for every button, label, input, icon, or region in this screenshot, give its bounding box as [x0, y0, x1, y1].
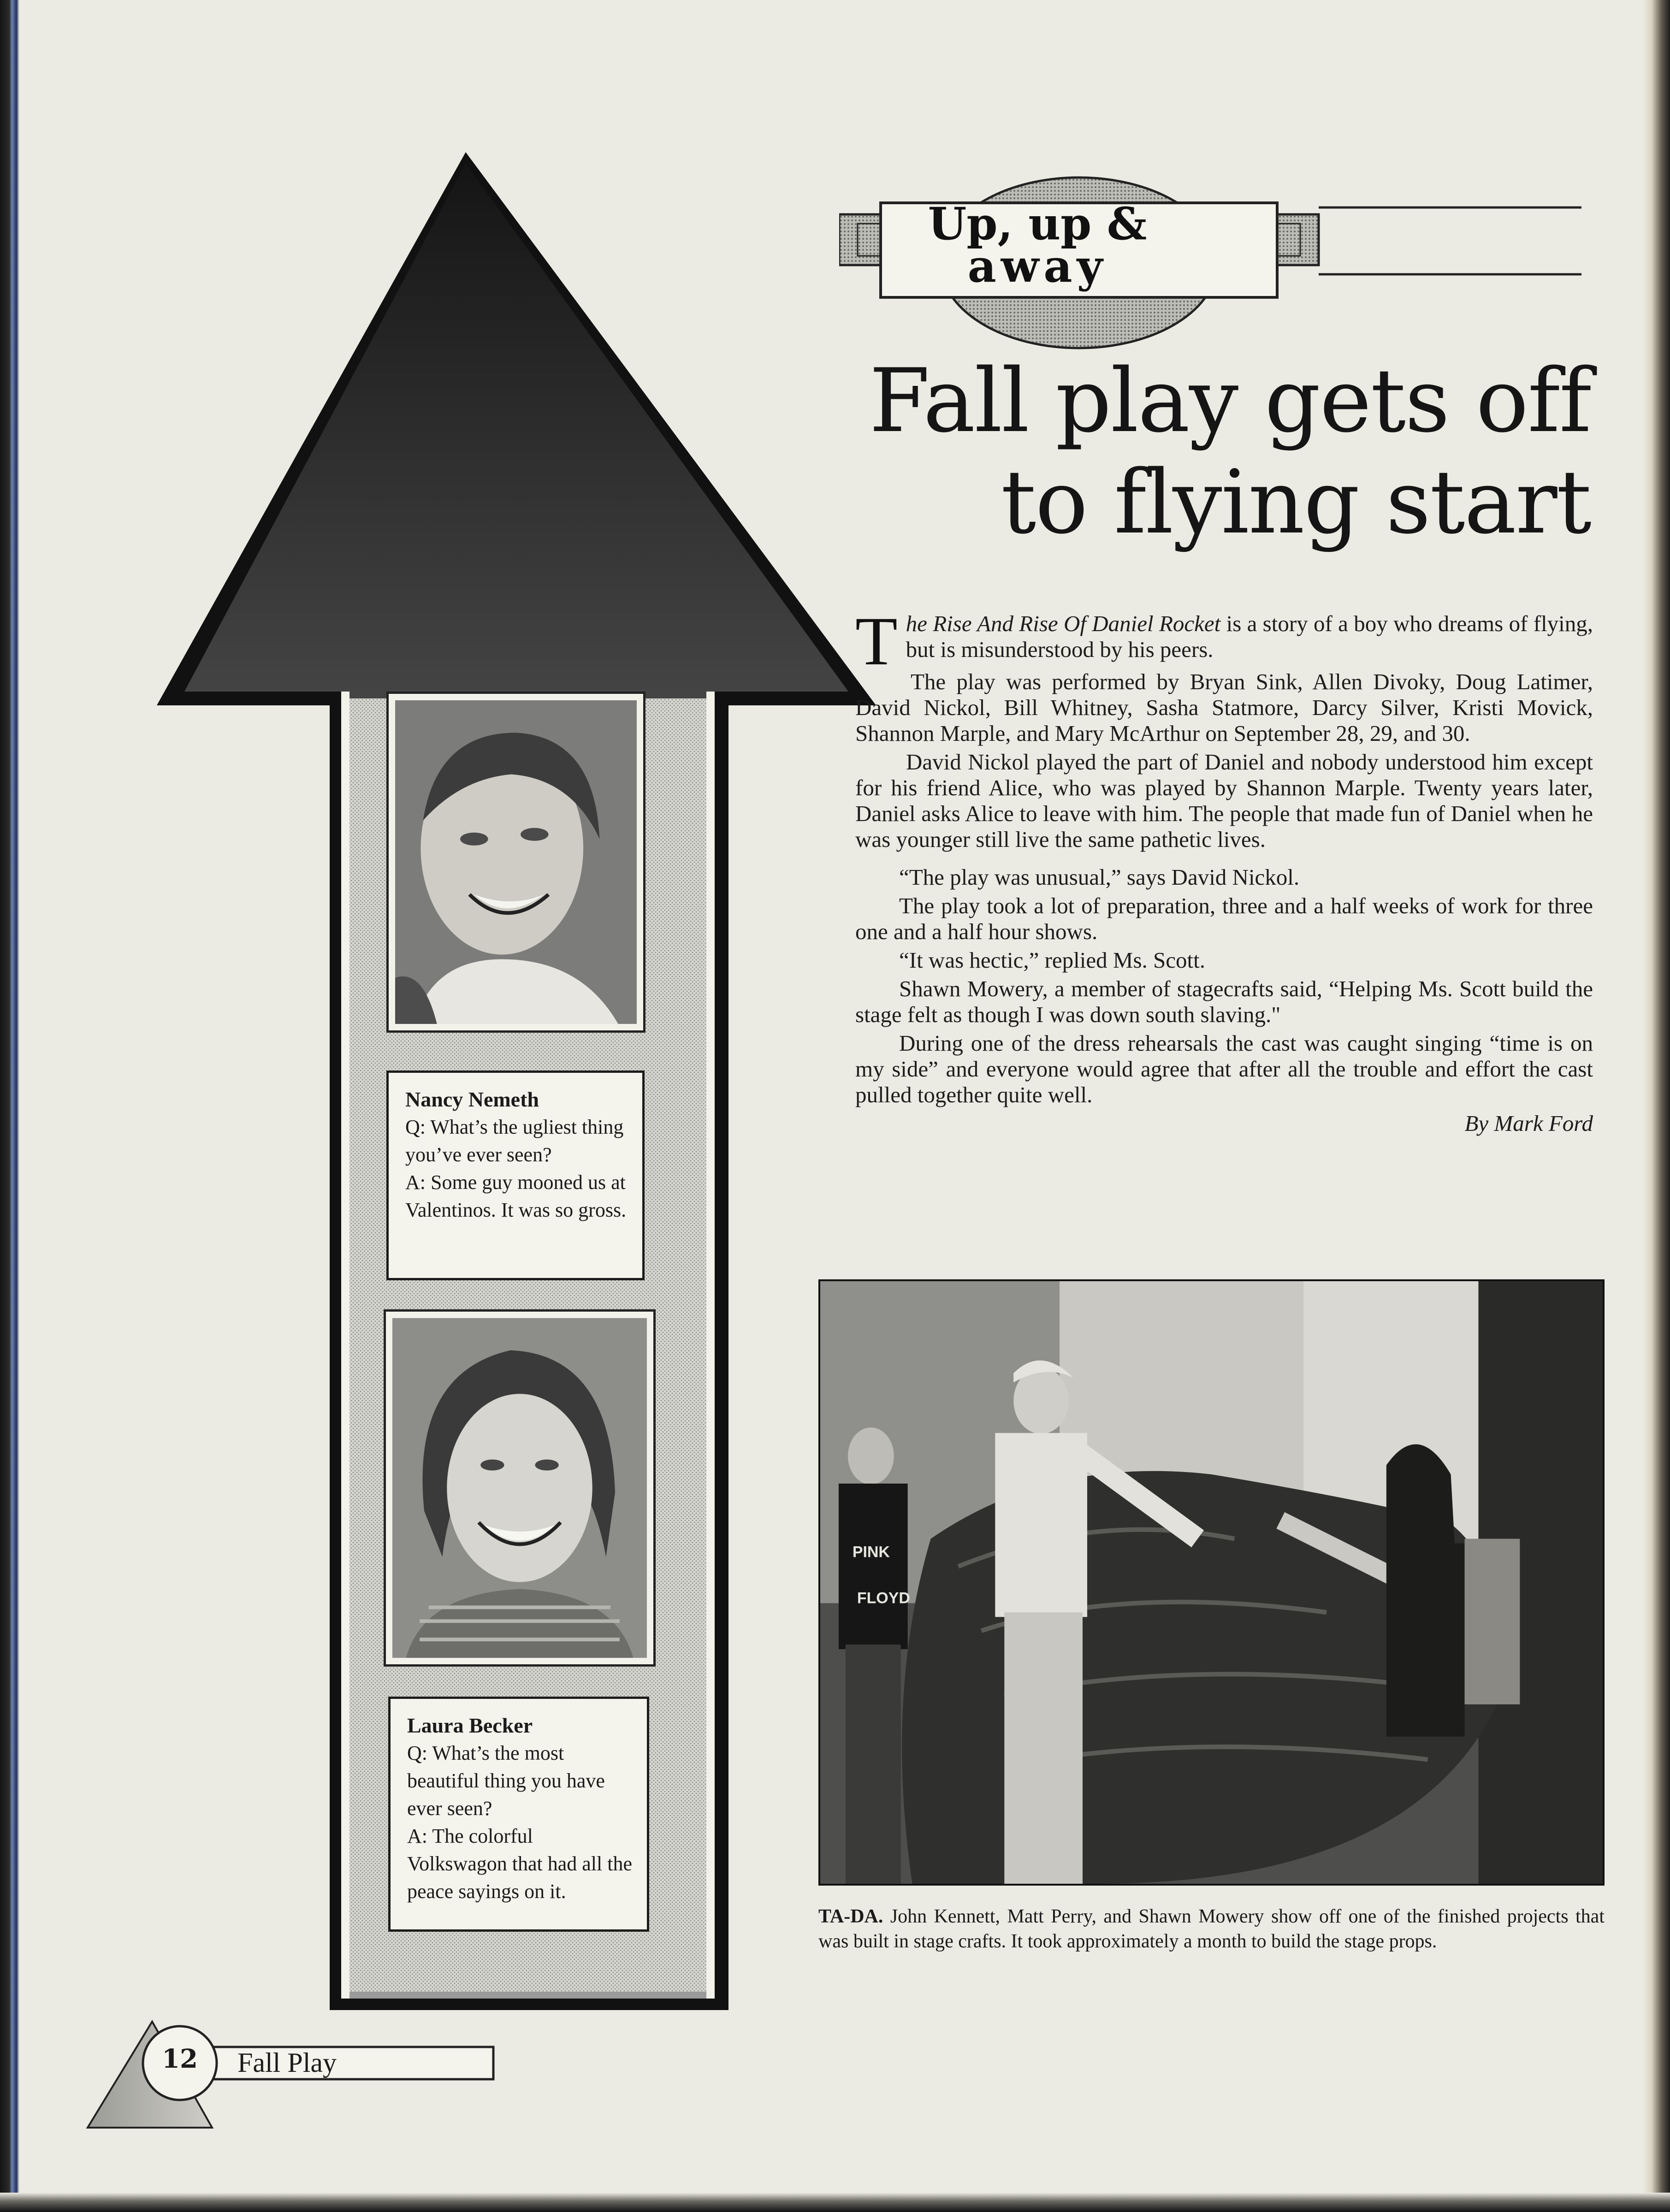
caption-text: John Kennett, Matt Perry, and Shawn Mowery show off one of the finished projects that was built in stage crafts. It took approximately a month to build the stage props.	[818, 1906, 1605, 1952]
page-binding-right	[1642, 0, 1670, 2212]
page-binding-bottom	[0, 2193, 1670, 2212]
logo-text	[890, 198, 1185, 295]
qa-question: Q: What’s the ugliest thing you’ve ever seen?	[405, 1116, 624, 1166]
logo-line-1: Up, up &	[928, 198, 1147, 250]
article-paragraph: “It was hectic,” replied Ms. Scott.	[899, 947, 1206, 973]
qa-name: Laura Becker	[407, 1714, 533, 1737]
stage-props-photo	[818, 1279, 1605, 1886]
article-paragraph: The play took a lot of preparation, three and a half weeks of work for three one and a half hour shows.	[855, 893, 1593, 944]
intro-text: is a story of a boy who dreams of flying, but is misunderstood by his peers.	[906, 611, 1593, 662]
headline	[761, 350, 1591, 553]
article-intro	[855, 603, 1593, 680]
article-body	[855, 603, 1593, 1136]
play-title: he Rise And Rise Of Daniel Rocket	[906, 611, 1221, 636]
article-paragraph: During one of the dress rehearsals the cast was caught singing “time is on my side” and everyone would agree that after all the trouble and effort the cast pulled together quite well.	[855, 1030, 1593, 1107]
article-paragraph: “The play was unusual,” says David Nickol.	[899, 864, 1300, 890]
caption-lead: TA-DA.	[818, 1906, 883, 1927]
qa-question: Q: What’s the most beautiful thing you have ever seen?	[407, 1742, 605, 1820]
byline: By Mark Ford	[1464, 1111, 1593, 1136]
qa-box-nancy	[386, 1071, 645, 1280]
drop-cap: T	[855, 603, 898, 680]
page-number: 12	[162, 2044, 198, 2074]
qa-box-laura	[388, 1697, 649, 1932]
qa-answer: A: The colorful Volkswagon that had all the peace sayings on it.	[407, 1825, 632, 1903]
photo-caption	[818, 1904, 1605, 1954]
headline-line-1: Fall play gets off	[869, 350, 1591, 452]
footer-tab-graphic	[83, 2017, 507, 2155]
qa-name: Nancy Nemeth	[405, 1088, 539, 1111]
page-binding-left	[0, 0, 19, 2212]
portrait-photo-laura	[384, 1309, 656, 1667]
shirt-text-1: PINK	[852, 1543, 890, 1561]
logo-line-2: away	[967, 240, 1107, 292]
portrait-photo-nancy	[386, 692, 645, 1033]
article-paragraph: The play was performed by Bryan Sink, Allen Divoky, Doug Latimer, David Nickol, Bill Whitney, Sasha Statmore, Darcy Silver, Kristi Movick, Shannon Marple, and Mary McArthur on September 28, 29, and 30.	[855, 669, 1593, 746]
article-paragraph: David Nickol played the part of Daniel and nobody understood him except for his friend Alice, who was played by Shannon Marple. Twenty years later, Daniel asks Alice to leave with him. The people that made fun of Daniel when he was younger still live the same pathetic lives.	[855, 749, 1593, 852]
headline-line-2: to flying start	[1001, 451, 1591, 553]
section-label: Fall Play	[237, 2047, 337, 2078]
qa-answer: A: Some guy mooned us at Valentinos. It was so gross.	[405, 1171, 627, 1221]
shirt-text-2: FLOYD	[857, 1589, 910, 1607]
article-paragraph: Shawn Mowery, a member of stagecrafts said, “Helping Ms. Scott build the stage felt as though I was down south slaving."	[855, 976, 1593, 1027]
